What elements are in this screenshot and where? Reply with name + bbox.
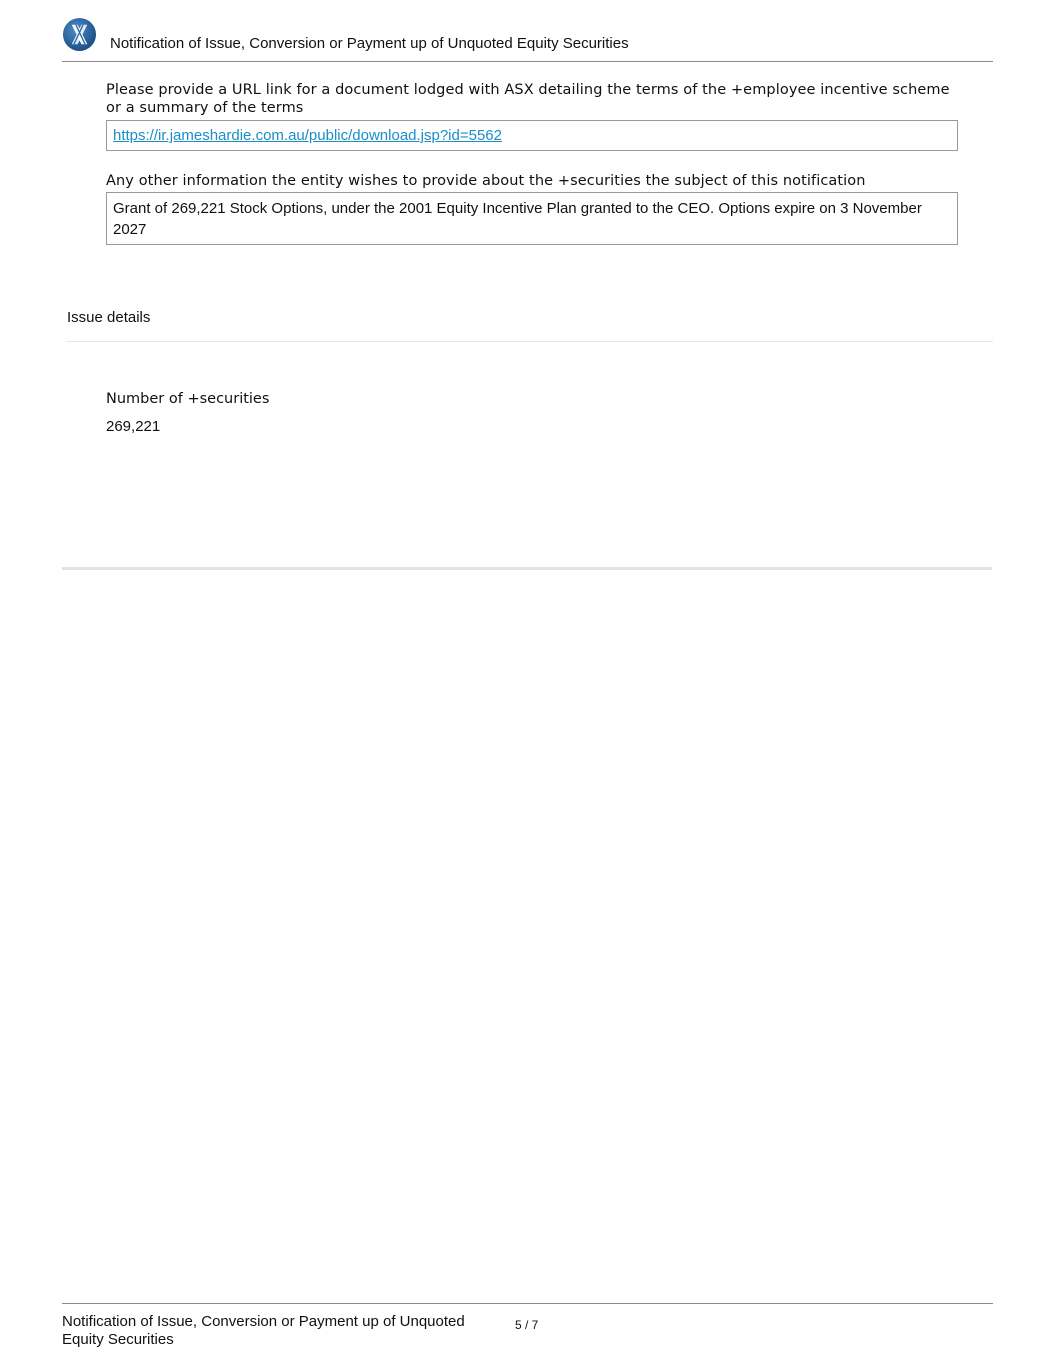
url-question-label: Please provide a URL link for a document lodged with ASX detailing the terms of the +employee incentive scheme or a summary of the terms [106, 82, 950, 116]
asx-logo-icon [62, 17, 97, 52]
section-divider [66, 341, 993, 342]
number-of-securities-value: 269,221 [106, 418, 161, 435]
number-of-securities-label: Number of +securities [106, 391, 270, 407]
scheme-terms-link[interactable]: https://ir.jameshardie.com.au/public/download.jsp?id=5562 [113, 127, 502, 144]
page-header [62, 14, 993, 62]
url-field [106, 120, 958, 151]
page-number: 5 / 7 [515, 1318, 539, 1332]
content-end-divider [62, 567, 992, 570]
footer-divider [62, 1303, 993, 1304]
issue-details-heading: Issue details [67, 309, 151, 326]
other-info-field [106, 192, 958, 245]
footer-title: Notification of Issue, Conversion or Payment up of Unquoted Equity Securities [62, 1313, 465, 1348]
other-info-label: Any other information the entity wishes to provide about the +securities the subject of this notification [106, 173, 866, 189]
other-info-value: Grant of 269,221 Stock Options, under the 2001 Equity Incentive Plan granted to the CEO. Options expire on 3 November 2027 [113, 200, 922, 238]
header-title: Notification of Issue, Conversion or Payment up of Unquoted Equity Securities [110, 35, 629, 52]
